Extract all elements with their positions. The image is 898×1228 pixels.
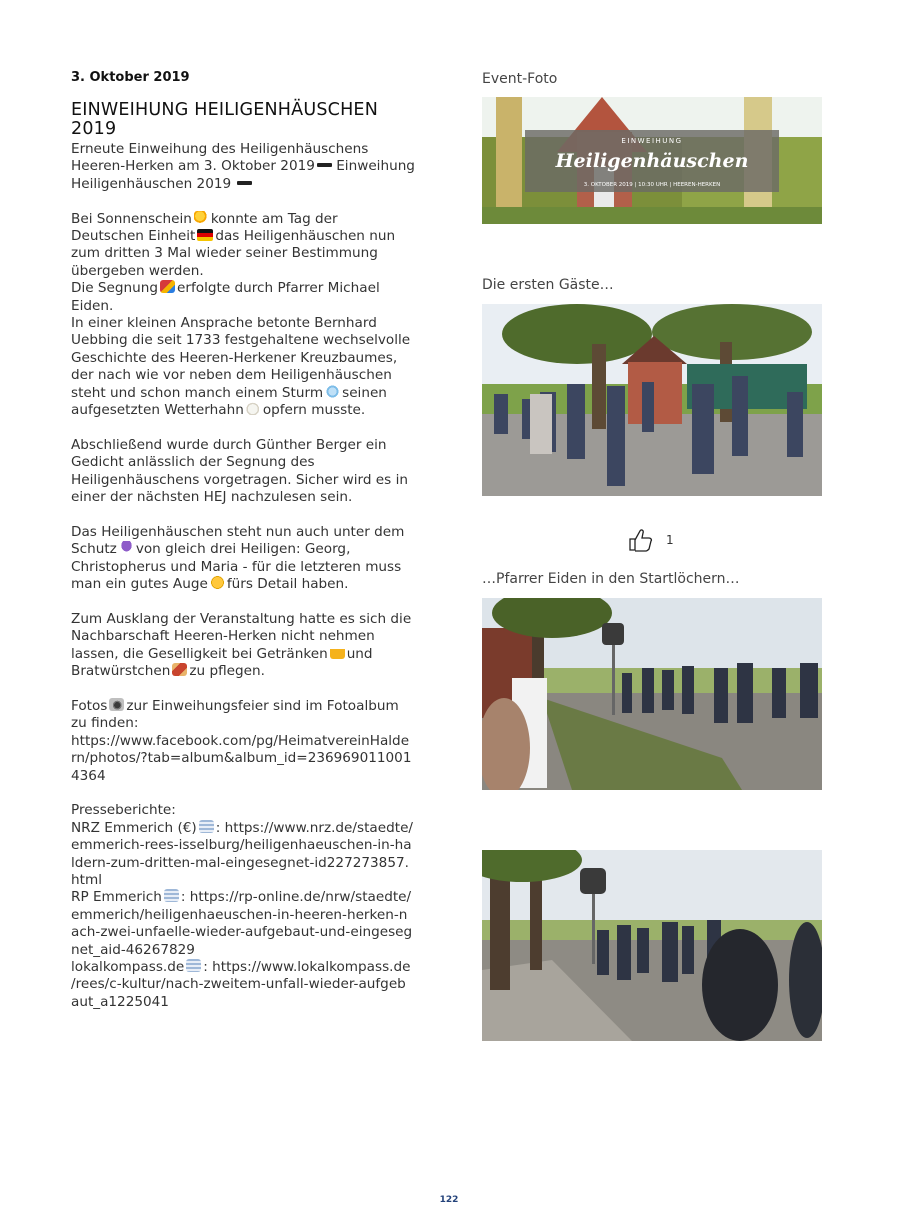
article-date: 3. Oktober 2019 xyxy=(71,70,190,85)
text-line: Christopherus und Maria - für die letzteren muss xyxy=(71,558,402,575)
text-line: Schutz xyxy=(71,541,117,558)
press-source: RP Emmerich xyxy=(71,889,162,906)
text-line: Uebbing die seit 1733 festgehaltene wechselvolle xyxy=(71,332,411,349)
rooster-icon xyxy=(246,402,261,415)
intro-line: Heiligenhäuschen 2019 xyxy=(71,175,232,192)
intro-paragraph xyxy=(71,141,416,193)
text-line: Bratwürstchen xyxy=(71,663,171,680)
dash-icon xyxy=(317,163,332,167)
text-line: Gedicht anlässlich der Segnung des xyxy=(71,454,315,471)
newspaper-icon xyxy=(164,889,179,902)
beer-icon xyxy=(330,646,345,659)
text-line: Zum Ausklang der Veranstaltung hatte es sich die xyxy=(71,610,412,627)
hotdog-icon xyxy=(172,663,187,676)
pastor-image xyxy=(482,598,822,790)
text-line: Abschließend wurde durch Günther Berger ein xyxy=(71,436,387,453)
text-line: fürs Detail haben. xyxy=(226,576,349,593)
text-line: zu pflegen. xyxy=(189,663,265,680)
album-link[interactable]: rn/photos/?tab=album&album_id=236969011001 xyxy=(71,750,412,767)
caption-event-photo: Event-Foto xyxy=(482,71,558,87)
page-number: 122 xyxy=(439,1195,459,1205)
text-line: Nachbarschaft Heeren-Herken nicht nehmen xyxy=(71,628,375,645)
paragraph-closing xyxy=(71,611,416,681)
text-line: zu finden: xyxy=(71,715,139,732)
press-source: lokalkompass.de xyxy=(71,959,185,975)
press-link[interactable]: ldern-zum-dritten-mal-eingesegnet-id227273857. xyxy=(71,854,409,871)
text-line: übergeben werden. xyxy=(71,262,204,279)
intro-line: Erneute Einweihung des Heiligenhäuschens xyxy=(71,141,369,157)
text-line: seinen xyxy=(342,384,387,401)
press-link[interactable]: : https://www.nrz.de/staedte/ xyxy=(215,819,414,836)
text-line: einer der nächsten HEJ nachzulesen sein. xyxy=(71,489,353,506)
monocle-face-icon xyxy=(210,576,225,589)
event-photo[interactable] xyxy=(482,97,822,224)
article-title: EINWEIHUNG HEILIGENHÄUSCHEN 2019 xyxy=(71,100,378,139)
newspaper-icon xyxy=(186,959,201,972)
pastor-photo[interactable] xyxy=(482,598,822,790)
text-line: Bei Sonnenschein xyxy=(71,210,192,227)
press-link[interactable]: emmerich/heiligenhaeuschen-in-heeren-herken-n xyxy=(71,906,408,923)
text-line: In einer kleinen Ansprache betonte Bernhard xyxy=(71,315,377,332)
text-line: Fotos xyxy=(71,697,108,714)
event-banner-image xyxy=(482,97,822,224)
text-line: erfolgte durch Pfarrer Michael xyxy=(177,280,380,297)
text-line: Die Segnung xyxy=(71,280,159,297)
banner-title-text: Heiligenhäuschen xyxy=(555,150,749,172)
press-link[interactable]: net_aid-46267829 xyxy=(71,941,195,958)
press-link[interactable]: : https://rp-online.de/nrw/staedte/ xyxy=(180,889,412,906)
like-count: 1 xyxy=(666,533,674,547)
album-link[interactable]: https://www.facebook.com/pg/HeimatvereinHalde xyxy=(71,732,410,749)
paragraph-photos xyxy=(71,698,416,785)
press-source: NRZ Emmerich (€) xyxy=(71,819,197,836)
text-line: zur Einweihungsfeier sind im Fotoalbum xyxy=(126,697,399,714)
caption-pastor: …Pfarrer Eiden in den Startlöchern… xyxy=(482,571,740,587)
crowd-photo[interactable] xyxy=(482,850,822,1041)
thumbs-up-icon[interactable] xyxy=(628,528,654,552)
text-line: lassen, die Geselligkeit bei Getränken xyxy=(71,645,328,662)
text-line: Deutschen Einheit xyxy=(71,228,196,245)
press-link[interactable]: html xyxy=(71,871,102,888)
text-line: steht und schon manch einem Sturm xyxy=(71,384,324,401)
paragraph-poem xyxy=(71,437,416,507)
press-heading: Presseberichte: xyxy=(71,802,176,819)
text-line: aufgesetzten Wetterhahn xyxy=(71,402,244,419)
press-link[interactable]: /rees/c-kultur/nach-zweitem-unfall-wieder-aufgeb xyxy=(71,976,406,993)
party-popper-icon xyxy=(160,280,175,293)
crowd-image xyxy=(482,850,822,1041)
text-line: von gleich drei Heiligen: Georg, xyxy=(135,541,351,558)
press-section xyxy=(71,802,416,1011)
banner-small-text: EINWEIHUNG xyxy=(621,137,683,145)
like-widget[interactable] xyxy=(628,528,674,552)
text-line: opfern musste. xyxy=(262,402,366,419)
banner-subtitle-text: 3. OKTOBER 2019 | 10:30 UHR | HEEREN-HERKEN xyxy=(583,182,721,188)
paragraph-saints xyxy=(71,524,416,594)
text-line: zum dritten 3 Mal wieder seiner Bestimmung xyxy=(71,245,378,262)
article-body xyxy=(71,141,416,1029)
sun-icon xyxy=(194,211,209,224)
text-line: konnte am Tag der xyxy=(210,210,338,227)
dash-icon xyxy=(237,181,252,185)
umbrella-icon xyxy=(119,541,134,554)
press-link[interactable]: aut_a1225041 xyxy=(71,993,169,1010)
press-link[interactable]: : https://www.lokalkompass.de xyxy=(203,959,411,975)
intro-line: Einweihung xyxy=(336,158,415,175)
camera-icon xyxy=(109,698,124,711)
guests-image xyxy=(482,304,822,496)
text-line: Heiligenhäuschens vorgetragen. Sicher wird es in xyxy=(71,471,408,488)
intro-line: Heeren-Herken am 3. Oktober 2019 xyxy=(71,158,315,175)
text-line: Eiden. xyxy=(71,297,114,314)
paragraph-sunshine xyxy=(71,211,416,420)
text-line: und xyxy=(346,645,373,662)
text-line: Geschichte des Heeren-Herkener Kreuzbaumes, xyxy=(71,349,398,366)
newspaper-icon xyxy=(199,820,214,833)
wind-icon xyxy=(325,385,340,398)
text-line: man ein gutes Auge xyxy=(71,576,208,593)
guests-photo[interactable] xyxy=(482,304,822,496)
press-link[interactable]: emmerich-rees-isselburg/heiligenhaeuschen-in-ha xyxy=(71,837,412,854)
text-line: Das Heiligenhäuschen steht nun auch unter dem xyxy=(71,523,405,540)
album-link[interactable]: 4364 xyxy=(71,767,106,784)
press-link[interactable]: ach-zwei-unfaelle-wieder-aufgebaut-und-eingeseg xyxy=(71,924,413,941)
germany-flag-icon xyxy=(197,229,213,241)
text-line: das Heiligenhäuschen nun xyxy=(215,228,396,245)
text-line: der nach wie vor neben dem Heiligenhäuschen xyxy=(71,367,392,384)
caption-first-guests: Die ersten Gäste… xyxy=(482,277,614,293)
